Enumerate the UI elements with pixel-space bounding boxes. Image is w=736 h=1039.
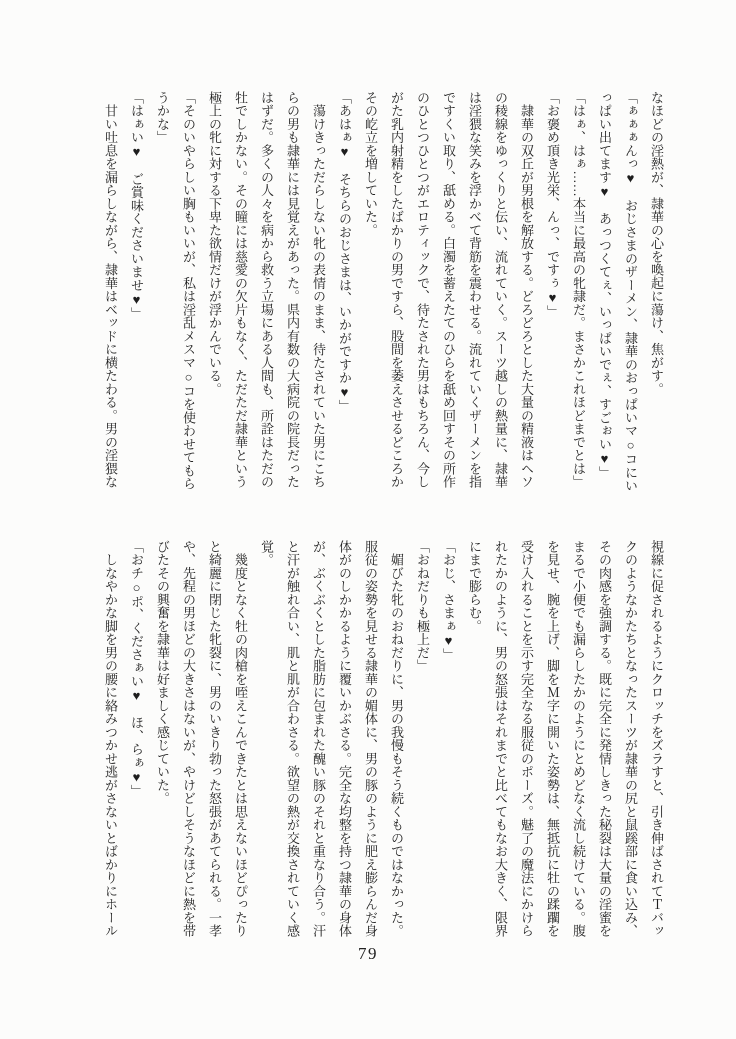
text-line: 牡でしかない。その瞳には慈愛の欠片もなく、ただただ隷華という bbox=[233, 91, 248, 489]
text-line: その屹立を増していた。 bbox=[363, 91, 378, 237]
text-line: が、ぶくぶくとした脂肪に包まれた醜い豚のそれと重なり合う。汗 bbox=[311, 540, 326, 938]
page-number: 79 bbox=[358, 944, 378, 963]
text-line: れたかのように、男の怒張はそれまでと比べてもなお大きく、限界 bbox=[493, 540, 508, 938]
text-line: と汗が触れ合い、肌と肌が合わさる。欲望の熱が交換されていく感 bbox=[285, 540, 300, 938]
text-line: 受け入れることを示す完全なる服従のポーズ。魅了の魔法にかけら bbox=[519, 540, 534, 938]
text-line: 視線に促されるようにクロッチをズラすと、引き伸ばされてＴバッ bbox=[649, 540, 664, 938]
text-line: 媚びた牝のおねだりに、男の我慢もそう続くものではなかった。 bbox=[389, 540, 404, 938]
text-line: 服従の姿勢を見せる隷華の媚体に、男の豚のように肥え膨らんだ身 bbox=[363, 540, 378, 938]
text-line: 「おじ、さまぁ♥」 bbox=[441, 540, 456, 662]
text-line: らの男も隷華には見覚えがあった。県内有数の大病院の院長だった bbox=[285, 91, 300, 489]
text-line: や、先程の男ほどの大きさはないが、やけどしそうなほどに熱を帯 bbox=[181, 540, 196, 938]
text-line: その肉感を強調する。既に完全に発情しきった秘裂は大量の淫蜜を bbox=[597, 540, 612, 938]
text-line: ですくい取り、舐める。白濁を蓄えたてのひらを舐め回すその所作 bbox=[441, 91, 456, 489]
text-line: 「そのいやらしい胸もいいが、私は淫乱メスマ○コを使わせてもら bbox=[181, 91, 196, 491]
text-line: うかな」 bbox=[155, 91, 170, 144]
text-line: と綺麗に閉じた牝裂に、男のいきり勃った怒張があてられる。一孝 bbox=[207, 540, 222, 938]
text-line: 覚。 bbox=[259, 540, 274, 567]
text-line: びたその興奮を隷華は好ましく感じていた。 bbox=[155, 540, 170, 805]
text-line: を見せ、腕を上げ、脚をＭ字に開いた姿勢は、無抵抗に牡の蹂躙を bbox=[545, 540, 560, 938]
text-line: 幾度となく牡の肉槍を咥えこんできたとは思えないほどぴったり bbox=[233, 540, 248, 938]
text-line: っぱい出てます♥ あっつくてぇ、いっぱいでぇ、すごぉい♥」 bbox=[597, 91, 612, 480]
text-line: 隷華の双丘が男根を解放する。どろどろとした大量の精液はヘソ bbox=[519, 91, 534, 489]
text-line: 「はぁ、はぁ……本当に最高の牝隷だ。まさかこれほどまでとは」 bbox=[571, 91, 586, 489]
text-line: クのようなかたちとなったスーツが隷華の尻と鼠蹊部に食い込み、 bbox=[623, 540, 638, 938]
text-line: 体がのしかかるように覆いかぶさる。完全な均整を持つ隷華の身体 bbox=[337, 540, 352, 938]
text-line: 「おねだりも極上だ」 bbox=[415, 540, 430, 673]
text-line: は淫猥な笑みを浮かべて背筋を震わせる。流れていくザーメンを指 bbox=[467, 91, 482, 489]
text-line: まるで小便でも漏らしたかのようにとめどなく流し続けている。腹 bbox=[571, 540, 586, 938]
text-line: 甘い吐息を漏らしながら、隷華はベッドに横たわる。男の淫猥な bbox=[103, 91, 118, 489]
text-line: 「ぁぁぁんっ♥ おじさまのザーメン、隷華のおっぱいマ○コにい bbox=[623, 91, 638, 493]
text-line: 「はぁい♥ ご賞味くださいませ♥」 bbox=[129, 91, 144, 321]
text-line: 蕩けきっただらしない牝の表情のまま、待たされていた男にこち bbox=[311, 91, 326, 489]
text-line: 極上の牝に対する下卑た欲情だけが浮かんでいる。 bbox=[207, 91, 222, 396]
text-line: はずだ。多くの人々を病から救う立場にある人間も、所詮はただの bbox=[259, 91, 274, 489]
text-line: のひとつひとつがエロティックで、待たされた男はもちろん、今し bbox=[415, 91, 430, 489]
text-line: の稜線をゆっくりと伝い、流れていく。スーツ越しの熱量に、隷華 bbox=[493, 91, 508, 489]
text-line: にまで膨らむ。 bbox=[467, 540, 482, 633]
text-line: がた乳内射精をしたばかりの男ですら、股間を萎えさせるどころか bbox=[389, 91, 404, 489]
text-line: 「あはぁ♥ そちらのおじさまは、いかがですか♥」 bbox=[337, 91, 352, 413]
text-line: なほどの淫熱が、隷華の心を喚起に蕩け、焦がす。 bbox=[649, 91, 664, 396]
text-line: 「おチ○ポ、くださぁい♥ ほ、らぁ♥」 bbox=[129, 540, 144, 798]
text-band-top bbox=[95, 91, 669, 491]
text-band-bottom bbox=[95, 540, 669, 938]
text-line: 「お褒め頂き光栄、んっ、ですぅ♥」 bbox=[545, 91, 560, 319]
text-line: しなやかな脚を男の腰に絡みつかせ逃がさないとばかりにホール bbox=[103, 540, 118, 938]
